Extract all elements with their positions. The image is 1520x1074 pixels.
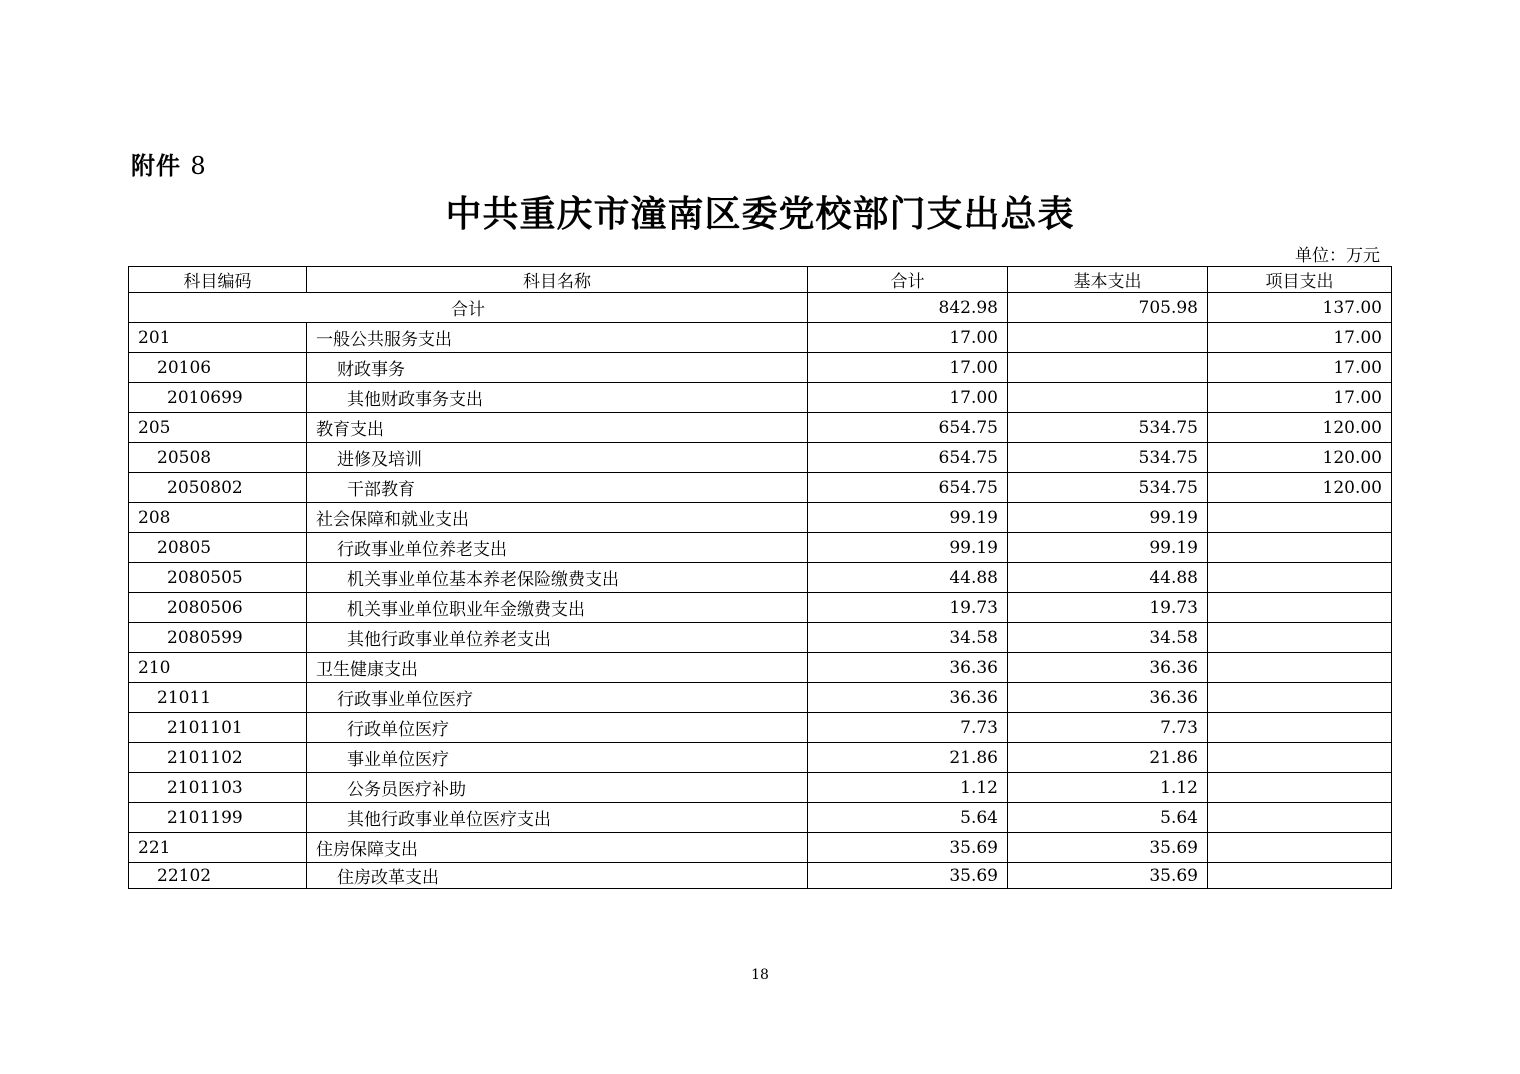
table-header-row [129, 267, 1392, 293]
total-basic: 705.98 [1008, 293, 1208, 323]
cell-project [1208, 863, 1392, 889]
cell-total: 19.73 [808, 593, 1008, 623]
cell-basic: 36.36 [1008, 653, 1208, 683]
cell-code: 22102 [129, 863, 307, 889]
table-row [129, 413, 1392, 443]
cell-code: 201 [129, 323, 307, 353]
cell-code: 208 [129, 503, 307, 533]
cell-total: 99.19 [808, 533, 1008, 563]
cell-project: 120.00 [1208, 443, 1392, 473]
table-row [129, 503, 1392, 533]
cell-total: 654.75 [808, 473, 1008, 503]
cell-total: 34.58 [808, 623, 1008, 653]
cell-code: 2050802 [129, 473, 307, 503]
cell-project: 17.00 [1208, 323, 1392, 353]
cell-project [1208, 533, 1392, 563]
cell-project [1208, 713, 1392, 743]
table-row [129, 323, 1392, 353]
unit-label: 单位：万元 [1295, 246, 1380, 266]
table-row [129, 863, 1392, 889]
cell-name: 其他行政事业单位养老支出 [307, 623, 808, 653]
cell-basic [1008, 353, 1208, 383]
cell-basic: 99.19 [1008, 533, 1208, 563]
cell-basic: 44.88 [1008, 563, 1208, 593]
cell-project: 17.00 [1208, 353, 1392, 383]
expenditure-table [128, 266, 1392, 889]
cell-basic: 19.73 [1008, 593, 1208, 623]
cell-name: 机关事业单位职业年金缴费支出 [307, 593, 808, 623]
cell-name: 进修及培训 [307, 443, 808, 473]
cell-project [1208, 623, 1392, 653]
cell-basic [1008, 323, 1208, 353]
cell-project [1208, 503, 1392, 533]
cell-name: 住房保障支出 [307, 833, 808, 863]
cell-basic: 36.36 [1008, 683, 1208, 713]
cell-project: 120.00 [1208, 413, 1392, 443]
cell-code: 2101199 [129, 803, 307, 833]
attachment-text: 附件 [131, 152, 181, 180]
cell-total: 35.69 [808, 863, 1008, 889]
cell-name: 住房改革支出 [307, 863, 808, 889]
cell-basic: 534.75 [1008, 443, 1208, 473]
cell-code: 2101103 [129, 773, 307, 803]
cell-code: 2080506 [129, 593, 307, 623]
table-row [129, 353, 1392, 383]
cell-project [1208, 683, 1392, 713]
cell-project [1208, 743, 1392, 773]
table-row [129, 563, 1392, 593]
cell-code: 21011 [129, 683, 307, 713]
cell-basic: 35.69 [1008, 833, 1208, 863]
table-row [129, 623, 1392, 653]
table-row [129, 773, 1392, 803]
cell-name: 社会保障和就业支出 [307, 503, 808, 533]
total-label: 合计 [129, 293, 808, 323]
cell-code: 221 [129, 833, 307, 863]
header-total: 合计 [808, 267, 1008, 293]
total-row [129, 293, 1392, 323]
cell-name: 卫生健康支出 [307, 653, 808, 683]
cell-name: 行政单位医疗 [307, 713, 808, 743]
table-row [129, 383, 1392, 413]
cell-basic: 99.19 [1008, 503, 1208, 533]
table-row [129, 473, 1392, 503]
cell-basic: 534.75 [1008, 413, 1208, 443]
cell-name: 其他财政事务支出 [307, 383, 808, 413]
cell-total: 5.64 [808, 803, 1008, 833]
cell-total: 36.36 [808, 653, 1008, 683]
cell-project: 17.00 [1208, 383, 1392, 413]
cell-total: 99.19 [808, 503, 1008, 533]
cell-total: 44.88 [808, 563, 1008, 593]
cell-code: 205 [129, 413, 307, 443]
cell-project [1208, 803, 1392, 833]
cell-total: 654.75 [808, 413, 1008, 443]
page-number: 18 [751, 967, 769, 983]
cell-name: 干部教育 [307, 473, 808, 503]
cell-name: 行政事业单位医疗 [307, 683, 808, 713]
cell-name: 教育支出 [307, 413, 808, 443]
cell-code: 20805 [129, 533, 307, 563]
cell-project: 120.00 [1208, 473, 1392, 503]
cell-code: 20106 [129, 353, 307, 383]
total-project: 137.00 [1208, 293, 1392, 323]
table-row [129, 803, 1392, 833]
header-code: 科目编码 [129, 267, 307, 293]
cell-total: 36.36 [808, 683, 1008, 713]
table-row [129, 533, 1392, 563]
cell-basic: 534.75 [1008, 473, 1208, 503]
cell-code: 2080505 [129, 563, 307, 593]
cell-code: 2010699 [129, 383, 307, 413]
page-title: 中共重庆市潼南区委党校部门支出总表 [445, 193, 1075, 235]
cell-basic: 1.12 [1008, 773, 1208, 803]
total-sum: 842.98 [808, 293, 1008, 323]
cell-basic: 34.58 [1008, 623, 1208, 653]
cell-code: 2080599 [129, 623, 307, 653]
cell-total: 654.75 [808, 443, 1008, 473]
cell-basic: 21.86 [1008, 743, 1208, 773]
cell-code: 20508 [129, 443, 307, 473]
cell-name: 行政事业单位养老支出 [307, 533, 808, 563]
cell-basic [1008, 383, 1208, 413]
cell-basic: 35.69 [1008, 863, 1208, 889]
cell-basic: 5.64 [1008, 803, 1208, 833]
cell-total: 1.12 [808, 773, 1008, 803]
cell-project [1208, 593, 1392, 623]
cell-name: 公务员医疗补助 [307, 773, 808, 803]
cell-basic: 7.73 [1008, 713, 1208, 743]
cell-name: 一般公共服务支出 [307, 323, 808, 353]
cell-project [1208, 833, 1392, 863]
cell-name: 财政事务 [307, 353, 808, 383]
cell-code: 210 [129, 653, 307, 683]
cell-total: 7.73 [808, 713, 1008, 743]
header-basic: 基本支出 [1008, 267, 1208, 293]
cell-total: 17.00 [808, 323, 1008, 353]
cell-code: 2101101 [129, 713, 307, 743]
cell-name: 事业单位医疗 [307, 743, 808, 773]
cell-project [1208, 773, 1392, 803]
table-row [129, 833, 1392, 863]
cell-total: 17.00 [808, 383, 1008, 413]
table-row [129, 743, 1392, 773]
cell-total: 17.00 [808, 353, 1008, 383]
attachment-number: 8 [190, 152, 207, 180]
attachment-label [131, 146, 207, 181]
cell-total: 21.86 [808, 743, 1008, 773]
table-row [129, 713, 1392, 743]
cell-total: 35.69 [808, 833, 1008, 863]
table-row [129, 683, 1392, 713]
cell-code: 2101102 [129, 743, 307, 773]
cell-name: 其他行政事业单位医疗支出 [307, 803, 808, 833]
table-row [129, 653, 1392, 683]
header-name: 科目名称 [307, 267, 808, 293]
cell-name: 机关事业单位基本养老保险缴费支出 [307, 563, 808, 593]
table-row [129, 443, 1392, 473]
cell-project [1208, 563, 1392, 593]
header-project: 项目支出 [1208, 267, 1392, 293]
table-row [129, 593, 1392, 623]
cell-project [1208, 653, 1392, 683]
